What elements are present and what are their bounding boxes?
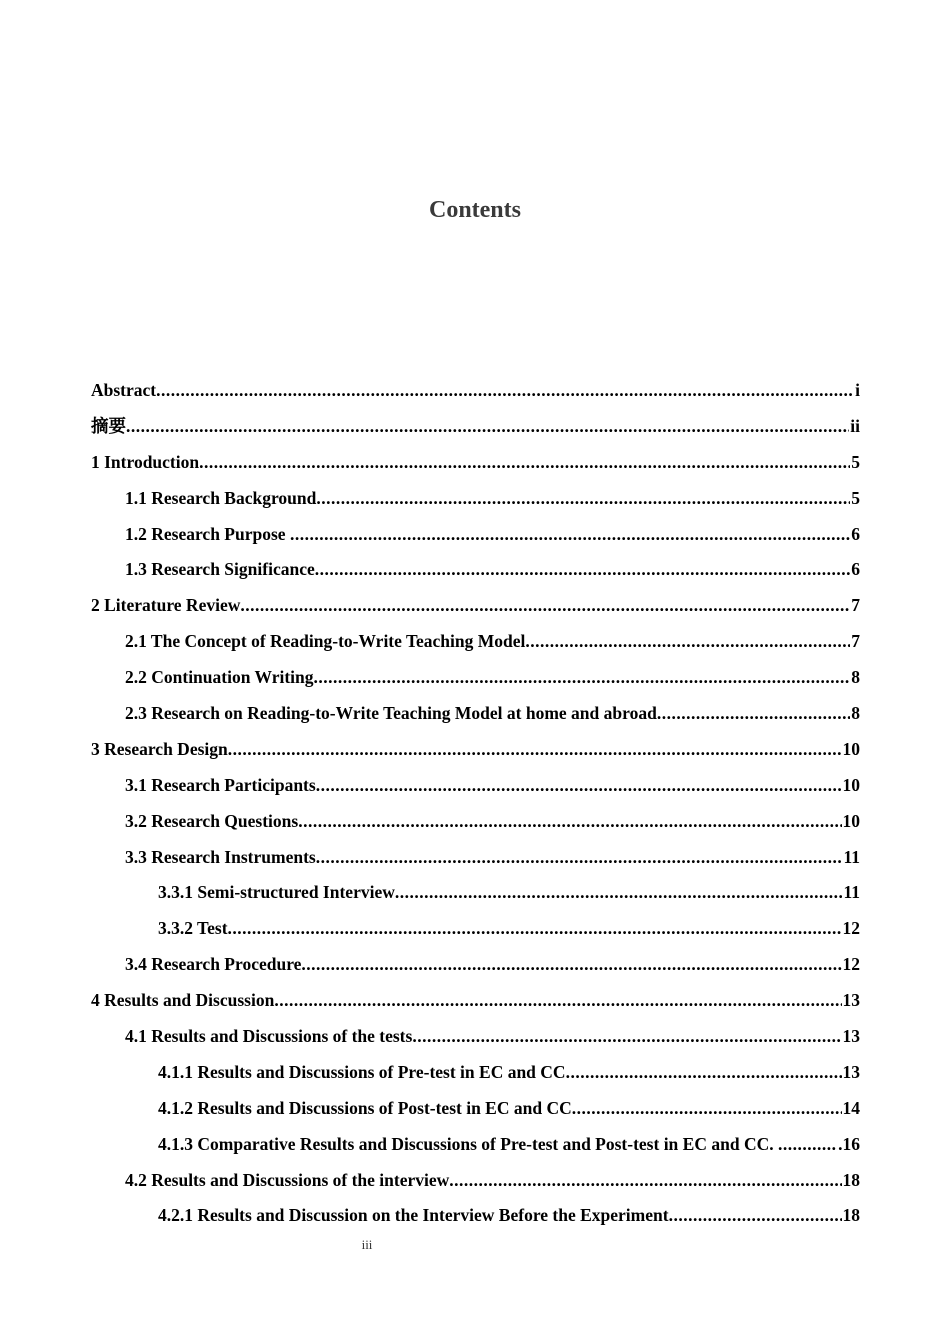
toc-entry-title: 4.1.2 Results and Discussions of Post-test in EC and CC xyxy=(158,1097,572,1118)
toc-entry-page: ii xyxy=(850,415,860,436)
dot-leader xyxy=(316,773,842,797)
dot-leader xyxy=(316,845,843,869)
toc-entry-1-1[interactable] xyxy=(91,486,860,522)
toc-entry-3-2[interactable] xyxy=(91,809,860,845)
toc-entry-page: .16 xyxy=(838,1133,860,1154)
toc-entry-3-3-2[interactable] xyxy=(91,916,860,952)
dot-leader xyxy=(449,1168,841,1192)
toc-entry-2[interactable] xyxy=(91,593,860,629)
dot-leader xyxy=(240,593,850,617)
dot-leader xyxy=(298,809,841,833)
toc-entry-title: 3.1 Research Participants xyxy=(125,774,316,795)
toc-entry-page: 11 xyxy=(843,846,860,867)
dot-leader xyxy=(156,378,854,402)
dot-leader xyxy=(525,629,850,653)
dot-leader xyxy=(316,486,850,510)
toc-entry-page: 13 xyxy=(842,1061,860,1082)
toc-entry-title: 4.2 Results and Discussions of the interview xyxy=(125,1169,450,1190)
toc-entry-title: 3.3.1 Semi-structured Interview xyxy=(158,882,395,903)
toc-entry-title: 2.3 Research on Reading-to-Write Teaching Model at home and abroad xyxy=(125,703,657,724)
toc-entry-page: 8 xyxy=(851,667,860,688)
dot-leader xyxy=(657,701,850,725)
toc-entry-page: 10 xyxy=(842,738,860,759)
toc-entry-4[interactable] xyxy=(91,988,860,1024)
dot-leader xyxy=(274,988,841,1012)
toc-entry-title: 2 Literature Review xyxy=(91,595,241,616)
toc-entry-title: 3.4 Research Procedure xyxy=(125,954,302,975)
toc-entry-2-2[interactable] xyxy=(91,665,860,701)
dot-leader xyxy=(228,916,842,940)
dot-leader xyxy=(301,952,841,976)
toc-entry-3-4[interactable] xyxy=(91,952,860,988)
toc-entry-page: 8 xyxy=(851,703,860,724)
toc-entry-page: 12 xyxy=(842,918,860,939)
toc-entry-page: 10 xyxy=(842,774,860,795)
dot-leader xyxy=(566,1060,842,1084)
toc-entry-2-3[interactable] xyxy=(91,701,860,737)
dot-leader xyxy=(228,737,842,761)
dot-leader xyxy=(778,1132,837,1156)
dot-leader xyxy=(199,450,850,474)
toc-entry-1-3[interactable] xyxy=(91,557,860,593)
dot-leader xyxy=(290,522,850,546)
toc-entry-4-2[interactable] xyxy=(91,1168,860,1204)
page-title: Contents xyxy=(428,197,521,223)
toc-entry-page: i xyxy=(855,380,860,400)
dot-leader xyxy=(412,1024,841,1048)
toc-entry-page: 14 xyxy=(842,1097,860,1118)
toc-entry-3-1[interactable] xyxy=(91,773,860,809)
toc-entry-title: 4.1 Results and Discussions of the tests xyxy=(125,1026,413,1047)
toc-entry-title: 4 Results and Discussion xyxy=(91,990,275,1011)
toc-entry-1-2[interactable] xyxy=(91,522,860,558)
toc-entry-4-1-2[interactable] xyxy=(91,1096,860,1132)
toc-entry-title: Abstract xyxy=(91,380,157,400)
toc-entry-2-1[interactable] xyxy=(91,629,860,665)
toc-entry-title: 1.1 Research Background xyxy=(125,487,317,508)
toc-entry-4-1-1[interactable] xyxy=(91,1060,860,1096)
toc-entry-page: 12 xyxy=(842,954,860,975)
toc-entry-page: 13 xyxy=(842,1026,860,1047)
toc-entry-3-3-1[interactable] xyxy=(91,880,860,916)
dot-leader xyxy=(669,1203,842,1227)
toc-entry-page: 7 xyxy=(851,595,860,616)
toc-entry-page: 13 xyxy=(842,990,860,1011)
toc-entry-4-1[interactable] xyxy=(91,1024,860,1060)
dot-leader xyxy=(395,880,843,904)
toc-entry-chinese-abstract[interactable] xyxy=(91,414,860,450)
toc-entry-title: 3.3.2 Test xyxy=(158,918,228,939)
toc-entry-title: 1 Introduction xyxy=(91,451,200,472)
toc-entry-page: 6 xyxy=(851,559,860,580)
dot-leader xyxy=(572,1096,842,1120)
toc-entry-title: 1.3 Research Significance xyxy=(125,559,315,580)
dot-leader xyxy=(314,665,851,689)
toc-entry-page: 6 xyxy=(851,523,860,544)
toc-entry-title: 3.2 Research Questions xyxy=(125,810,299,831)
toc-entry-page: 7 xyxy=(851,631,860,652)
table-of-contents xyxy=(91,378,860,1239)
toc-entry-4-2-1[interactable] xyxy=(91,1203,860,1239)
toc-entry-title: 3.3 Research Instruments xyxy=(125,846,316,867)
toc-entry-title: 3 Research Design xyxy=(91,738,228,759)
toc-entry-title: 4.2.1 Results and Discussion on the Interview Before the Experiment xyxy=(158,1205,669,1226)
toc-entry-title: 2.1 The Concept of Reading-to-Write Teaching Model xyxy=(125,631,526,652)
toc-entry-page: 10 xyxy=(842,810,860,831)
toc-entry-title: 4.1.3 Comparative Results and Discussions of Pre-test and Post-test in EC and CC. xyxy=(158,1133,778,1154)
page-number: iii xyxy=(361,1237,373,1252)
toc-entry-title: 摘要 xyxy=(91,415,126,436)
toc-entry-title: 2.2 Continuation Writing xyxy=(125,667,314,688)
toc-entry-page: 18 xyxy=(842,1205,860,1226)
toc-entry-4-1-3[interactable] xyxy=(91,1132,860,1168)
toc-entry-page: 11 xyxy=(843,882,860,903)
dot-leader xyxy=(126,414,849,438)
toc-entry-1[interactable] xyxy=(91,450,860,486)
toc-entry-3[interactable] xyxy=(91,737,860,773)
toc-entry-title: 1.2 Research Purpose xyxy=(125,523,290,544)
toc-entry-page: 5 xyxy=(851,451,860,472)
toc-entry-3-3[interactable] xyxy=(91,845,860,881)
toc-entry-page: 5 xyxy=(851,487,860,508)
toc-entry-abstract[interactable] xyxy=(91,378,860,414)
toc-entry-page: 18 xyxy=(842,1169,860,1190)
toc-entry-title: 4.1.1 Results and Discussions of Pre-test in EC and CC xyxy=(158,1061,566,1082)
dot-leader xyxy=(315,557,851,581)
